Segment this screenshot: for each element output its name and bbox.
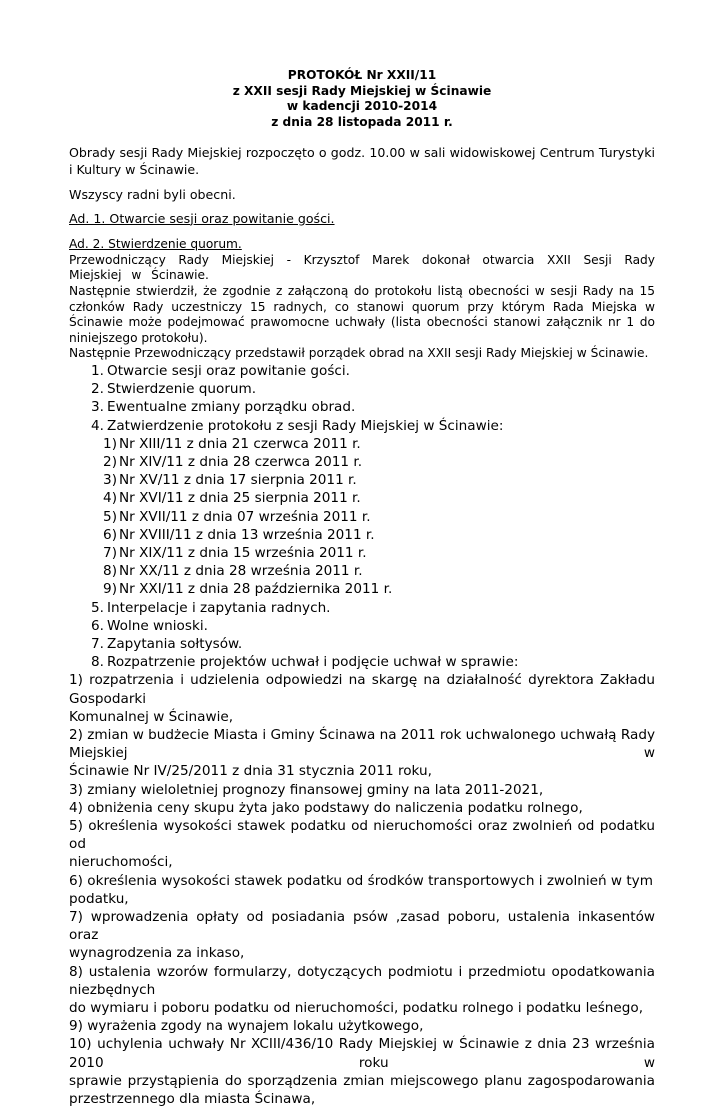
resolution-item: 3) zmiany wieloletniej prognozy finansowej gminy na lata 2011-2021, bbox=[69, 781, 544, 798]
document-title bbox=[0, 68, 724, 130]
protocol-item: 4) Nr XVI/11 z dnia 25 sierpnia 2011 r. bbox=[103, 490, 361, 507]
title-line-4: z dnia 28 listopada 2011 r. bbox=[271, 114, 453, 129]
title-line-3: w kadencji 2010-2014 bbox=[286, 99, 438, 113]
agenda-item: 3. Ewentualne zmiany porządku obrad. bbox=[91, 399, 356, 416]
document-body bbox=[69, 145, 655, 1108]
resolution-item: 4) obniżenia ceny skupu żyta jako podstawy do naliczenia podatku rolnego, bbox=[69, 799, 583, 816]
agenda-list-continued bbox=[69, 599, 655, 672]
ad2-heading: Ad. 2. Stwierdzenie quorum. bbox=[69, 237, 242, 252]
resolution-item: 9) wyrażenia zgody na wynajem lokalu użytkowego, bbox=[69, 1018, 424, 1035]
title-line-1: PROTOKÓŁ Nr XXII/11 bbox=[287, 68, 437, 82]
resolution-item: 7) wprowadzenia opłaty od posiadania psów ,zasad poboru, ustalenia inkasentów oraz wynagrodzenia za inkaso, bbox=[69, 909, 655, 962]
protocol-item: 8) Nr XX/11 z dnia 28 września 2011 r. bbox=[103, 563, 363, 580]
protocol-list bbox=[69, 435, 655, 599]
resolutions-list bbox=[69, 671, 655, 1108]
resolution-item: 5) określenia wysokości stawek podatku od nieruchomości oraz zwolnień od podatku od nieruchomości, bbox=[69, 818, 655, 871]
agenda-item: 2. Stwierdzenie quorum. bbox=[91, 381, 257, 398]
opening-paragraph: Obrady sesji Rady Miejskiej rozpoczęto o godz. 10.00 w sali widowiskowej Centrum Turystyki i Kultury w Ścinawie. bbox=[69, 145, 655, 177]
agenda-item: 1. Otwarcie sesji oraz powitanie gości. bbox=[91, 362, 350, 379]
protocol-item: 1) Nr XIII/11 z dnia 21 czerwca 2011 r. bbox=[103, 435, 361, 452]
attendance-paragraph: Wszyscy radni byli obecni. bbox=[69, 187, 236, 202]
agenda-list bbox=[69, 362, 655, 435]
agenda-item: 4. Zatwierdzenie protokołu z sesji Rady Miejskiej w Ścinawie: bbox=[91, 417, 504, 434]
agenda-item: 6. Wolne wnioski. bbox=[91, 617, 208, 634]
ad2-paragraph-3: Następnie Przewodniczący przedstawił porządek obrad na XXII sesji Rady Miejskiej w Ścinawie. bbox=[69, 346, 649, 361]
title-line-2: z XXII sesji Rady Miejskiej w Ścinawie bbox=[232, 83, 492, 98]
ad2-paragraph-1: Przewodniczący Rady Miejskiej - Krzysztof Marek dokonał otwarcia XXII Sesji Rady Miejskiej w Ścinawie. bbox=[69, 252, 655, 283]
protocol-item: 2) Nr XIV/11 z dnia 28 czerwca 2011 r. bbox=[103, 453, 363, 470]
ad2-paragraph-2: Następnie stwierdził, że zgodnie z załączoną do protokołu listą obecności w sesji Rady na 15 członków Rady uczestniczy 15 radnych, co stanowi quorum przy którym Rada Miejska w Ścinawie może podejmować prawomocne uchwały (lista obecności stanowi załącznik nr 1 do niniejszego protokołu). bbox=[69, 283, 655, 345]
protocol-item: 6) Nr XVIII/11 z dnia 13 września 2011 r. bbox=[103, 526, 375, 543]
resolution-item: 10) uchylenia uchwały Nr XCIII/436/10 Rady Miejskiej w Ścinawie z dnia 23 września 2010 roku w sprawie przystąpienia do sporządzenia zmian miejscowego planu zagospodarowania przestrzennego dla miasta Ścinawa, bbox=[69, 1036, 655, 1108]
agenda-item: 7. Zapytania sołtysów. bbox=[91, 635, 243, 652]
protocol-item: 3) Nr XV/11 z dnia 17 sierpnia 2011 r. bbox=[103, 472, 357, 489]
agenda-item: 5. Interpelacje i zapytania radnych. bbox=[91, 599, 331, 616]
resolution-item: 8) ustalenia wzorów formularzy, dotyczących podmiotu i przedmiotu opodatkowania niezbędnych do wymiaru i poboru podatku od nieruchomości, podatku rolnego i podatku leśnego, bbox=[69, 963, 655, 1017]
ad1-heading: Ad. 1. Otwarcie sesji oraz powitanie gości. bbox=[69, 210, 335, 226]
protocol-item: 9) Nr XXI/11 z dnia 28 października 2011 r. bbox=[103, 581, 393, 598]
agenda-item: 8. Rozpatrzenie projektów uchwał i podjęcie uchwał w sprawie: bbox=[91, 654, 519, 671]
resolution-item: 1) rozpatrzenia i udzielenia odpowiedzi na skargę na działalność dyrektora Zakładu Gospodarki Komunalnej w Ścinawie, bbox=[69, 672, 655, 725]
resolution-item: 2) zmian w budżecie Miasta i Gminy Ścinawa na 2011 rok uchwalonego uchwałą Rady Miejskiej w Ścinawie Nr IV/25/2011 z dnia 31 stycznia 2011 roku, bbox=[69, 727, 655, 780]
protocol-item: 5) Nr XVII/11 z dnia 07 września 2011 r. bbox=[103, 508, 371, 525]
protocol-item: 7) Nr XIX/11 z dnia 15 września 2011 r. bbox=[103, 544, 367, 561]
resolution-item: 6) określenia wysokości stawek podatku od środków transportowych i zwolnień w tym podatku, bbox=[69, 872, 653, 907]
